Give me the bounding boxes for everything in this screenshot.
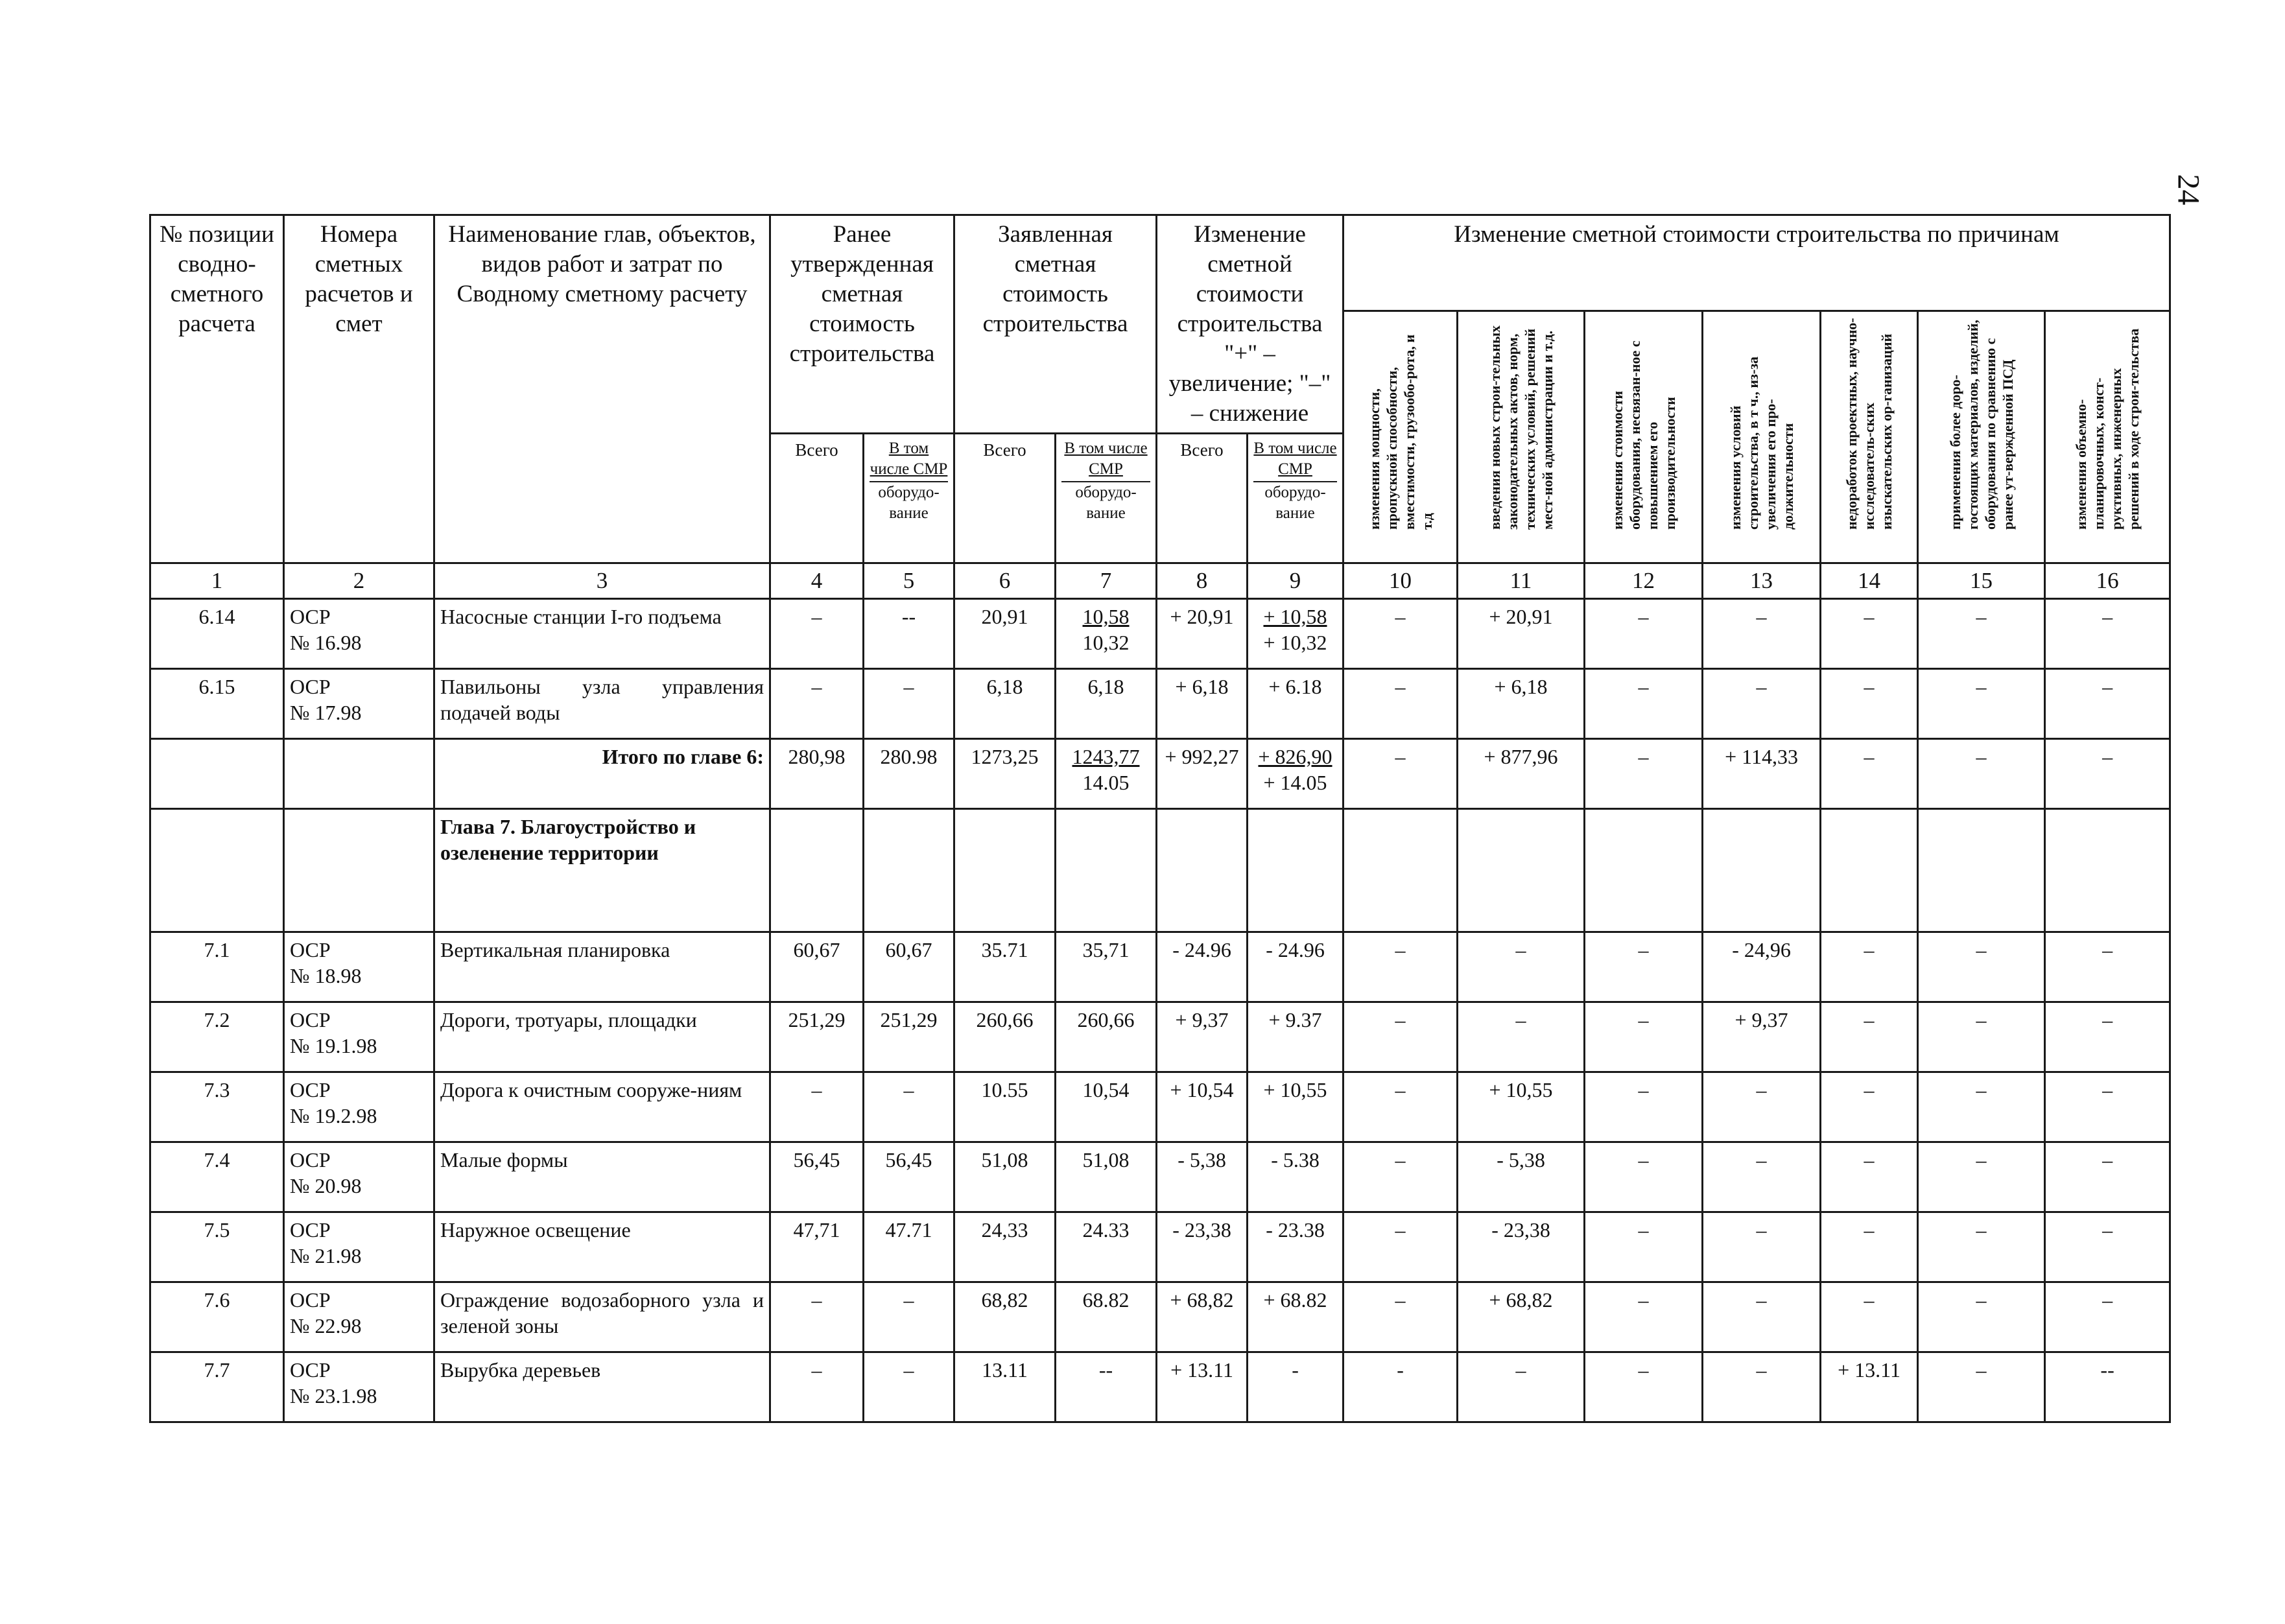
row-name: Итого по главе 6:: [434, 739, 770, 809]
reason-11: введения новых строи-тельных законодательных актов, норм, технических условий, решений мест-ной администрации и т.д.: [1486, 325, 1556, 530]
cell-c16: –: [2045, 599, 2170, 669]
cell-c12: –: [1585, 599, 1703, 669]
cell-c12: –: [1585, 1282, 1703, 1352]
row-name: Малые формы: [434, 1142, 770, 1212]
header-reasons: Изменение сметной стоимости строительства по причинам: [1344, 215, 2170, 311]
reason-11-cell: [1458, 311, 1585, 563]
row-position: 6.14: [150, 599, 284, 669]
cell-c13: –: [1703, 1352, 1821, 1422]
cell-c8: + 68,82: [1157, 1282, 1248, 1352]
cell-c12: –: [1585, 1352, 1703, 1422]
cell-c7: [1056, 932, 1157, 1002]
row-name: Вырубка деревьев: [434, 1352, 770, 1422]
cell-c10: –: [1344, 599, 1458, 669]
cell-c16: –: [2045, 1002, 2170, 1072]
row-code-line2: № 18.98: [290, 964, 362, 987]
cell-c16: –: [2045, 669, 2170, 739]
row-code: [284, 1142, 434, 1212]
cell-c5: –: [864, 1352, 954, 1422]
cell-c6: 13.11: [954, 1352, 1056, 1422]
cell-c7-top: 260,66: [1077, 1008, 1135, 1031]
colnum: 5: [864, 563, 954, 599]
row-code-line1: ОСР: [290, 1218, 331, 1242]
cell-c15: –: [1918, 1352, 2045, 1422]
row-code-line1: ОСР: [290, 675, 331, 698]
row-name: Ограждение водозаборного узла и зеленой зоны: [434, 1282, 770, 1352]
cell-c4: –: [770, 599, 864, 669]
cell-c15: –: [1918, 739, 2045, 809]
reason-15: применения более доро-гостоящих материалов, изделий, оборудования по сравнению с ранее ут-вержденной ПСД: [1947, 320, 2016, 530]
reason-12-cell: [1585, 311, 1703, 563]
header-row-1: [150, 215, 2170, 311]
chapter-7-title: Глава 7. Благоустройство и озеленение территории: [434, 809, 770, 932]
cell-c14: –: [1821, 1002, 1918, 1072]
cell-c12: –: [1585, 932, 1703, 1002]
cell-c11: + 68,82: [1458, 1282, 1585, 1352]
table-row: [150, 1282, 2170, 1352]
cell-c7-top: --: [1098, 1358, 1113, 1382]
cell-c8: + 6,18: [1157, 669, 1248, 739]
cell-c7-top: 6,18: [1087, 675, 1124, 698]
cell-c9-top: - 23.38: [1266, 1218, 1325, 1242]
cell-c5: 47.71: [864, 1212, 954, 1282]
cell-c6: 6,18: [954, 669, 1056, 739]
cell-c8: + 20,91: [1157, 599, 1248, 669]
colnum: 9: [1248, 563, 1344, 599]
cell-c4: –: [770, 1072, 864, 1142]
header-total-6: Всего: [954, 434, 1056, 563]
cell-c7: [1056, 1142, 1157, 1212]
header-codes: Номера сметных расчетов и смет: [284, 215, 434, 563]
colnum: 8: [1157, 563, 1248, 599]
row-code: [284, 932, 434, 1002]
cell-c11: + 20,91: [1458, 599, 1585, 669]
cell-c15: –: [1918, 1142, 2045, 1212]
cell-c11: –: [1458, 1002, 1585, 1072]
row-position: 7.1: [150, 932, 284, 1002]
cell-c7-top: 35,71: [1082, 938, 1130, 961]
cell-c14: –: [1821, 1142, 1918, 1212]
cell-c13: - 24,96: [1703, 932, 1821, 1002]
cell-c12: –: [1585, 739, 1703, 809]
cell-c4: –: [770, 669, 864, 739]
cell-c14: –: [1821, 739, 1918, 809]
cell-c9: [1248, 932, 1344, 1002]
cell-c10: –: [1344, 739, 1458, 809]
cell-c16: –: [2045, 1212, 2170, 1282]
cell-c13: + 114,33: [1703, 739, 1821, 809]
row-position: 6.15: [150, 669, 284, 739]
row-code-line2: № 23.1.98: [290, 1384, 377, 1407]
cell-c5: 251,29: [864, 1002, 954, 1072]
colnum: 12: [1585, 563, 1703, 599]
cell-c4: –: [770, 1282, 864, 1352]
cell-c14: + 13.11: [1821, 1352, 1918, 1422]
cell-c9-top: + 10,58: [1263, 605, 1327, 628]
colnum: 1: [150, 563, 284, 599]
reason-13-cell: [1703, 311, 1821, 563]
cell-c13: –: [1703, 1282, 1821, 1352]
cell-c9-bottom: + 14.05: [1263, 771, 1327, 794]
cell-c8: - 24.96: [1157, 932, 1248, 1002]
cell-c9-top: + 9.37: [1268, 1008, 1322, 1031]
cell-c16: –: [2045, 1072, 2170, 1142]
cell-c16: --: [2045, 1352, 2170, 1422]
cell-c16: –: [2045, 1282, 2170, 1352]
page-number: 24: [2171, 174, 2206, 206]
row-name: Дороги, тротуары, площадки: [434, 1002, 770, 1072]
header-total-8: Всего: [1157, 434, 1248, 563]
reason-10-cell: [1344, 311, 1458, 563]
row-code: [284, 599, 434, 669]
row-position: 7.2: [150, 1002, 284, 1072]
cell-c13: –: [1703, 669, 1821, 739]
cell-c14: –: [1821, 1072, 1918, 1142]
cell-c14: –: [1821, 1282, 1918, 1352]
table-row: [150, 739, 2170, 809]
cell-c7-bottom: 10,32: [1082, 631, 1130, 654]
cell-c8: + 13.11: [1157, 1352, 1248, 1422]
cell-c7-top: 51,08: [1082, 1148, 1130, 1171]
cell-c11: - 23,38: [1458, 1212, 1585, 1282]
row-position: 7.6: [150, 1282, 284, 1352]
header-total-4: Всего: [770, 434, 864, 563]
reason-10: изменения мощности, пропускной способности, вместимости, грузообо-рота, и т.д: [1366, 334, 1435, 530]
row-position: [150, 739, 284, 809]
row-code-line2: № 19.1.98: [290, 1034, 377, 1057]
header-approved: Ранее утвержденная сметная стоимость строительства: [770, 215, 954, 434]
cell-c11: –: [1458, 932, 1585, 1002]
cell-c9-top: - 5.38: [1271, 1148, 1320, 1171]
colnum: 4: [770, 563, 864, 599]
row-code-line1: ОСР: [290, 1078, 331, 1101]
cell-c6: 35.71: [954, 932, 1056, 1002]
reason-12: изменения стоимости оборудования, несвязан-ное с повышением его производительности: [1609, 340, 1678, 530]
cell-c9: [1248, 1282, 1344, 1352]
cell-c13: –: [1703, 599, 1821, 669]
reason-13: изменения условий строительства, в т ч., из-за увеличения его про-должительности: [1727, 356, 1796, 530]
cell-c6: 68,82: [954, 1282, 1056, 1352]
header-change: Изменение сметной стоимости строительства "+" – увеличение; "–" – снижение: [1157, 215, 1344, 434]
row-code-line2: № 16.98: [290, 631, 362, 654]
cell-c14: –: [1821, 932, 1918, 1002]
reason-14: недоработок проектных, научно-исследователь-ских изыскательских ор-ганизаций: [1843, 318, 1895, 530]
cell-c4: 56,45: [770, 1142, 864, 1212]
cell-c7-top: 10,58: [1082, 605, 1130, 628]
cell-c11: + 877,96: [1458, 739, 1585, 809]
cell-c10: –: [1344, 932, 1458, 1002]
cell-c10: –: [1344, 1212, 1458, 1282]
row-code-line1: ОСР: [290, 1288, 331, 1312]
cell-c6: 24,33: [954, 1212, 1056, 1282]
cell-c8: + 9,37: [1157, 1002, 1248, 1072]
cell-c15: –: [1918, 1002, 2045, 1072]
cell-c10: –: [1344, 1002, 1458, 1072]
cell-c15: –: [1918, 1072, 2045, 1142]
table-row: [150, 1002, 2170, 1072]
row-name: Вертикальная планировка: [434, 932, 770, 1002]
cell-c8: - 23,38: [1157, 1212, 1248, 1282]
cell-c6: 20,91: [954, 599, 1056, 669]
cell-c7: [1056, 1352, 1157, 1422]
cell-c11: - 5,38: [1458, 1142, 1585, 1212]
cell-c6: 51,08: [954, 1142, 1056, 1212]
cell-c8: + 10,54: [1157, 1072, 1248, 1142]
cell-c12: –: [1585, 669, 1703, 739]
header-name: Наименование глав, объектов, видов работ и затрат по Сводному сметному расчету: [434, 215, 770, 563]
cell-c13: –: [1703, 1142, 1821, 1212]
cell-c7-top: 10,54: [1082, 1078, 1130, 1101]
cell-c4: –: [770, 1352, 864, 1422]
cell-c11: –: [1458, 1352, 1585, 1422]
cell-c14: –: [1821, 669, 1918, 739]
table-row: [150, 932, 2170, 1002]
colnum: 3: [434, 563, 770, 599]
reason-16-cell: [2045, 311, 2170, 563]
reason-14-cell: [1821, 311, 1918, 563]
cell-c9: [1248, 1212, 1344, 1282]
cell-c4: 251,29: [770, 1002, 864, 1072]
cell-c12: –: [1585, 1072, 1703, 1142]
cell-c10: –: [1344, 669, 1458, 739]
cell-c9: [1248, 599, 1344, 669]
column-number-row: [150, 563, 2170, 599]
cell-c7-top: 24.33: [1082, 1218, 1130, 1242]
cell-c11: + 10,55: [1458, 1072, 1585, 1142]
row-code: [284, 669, 434, 739]
cell-c13: –: [1703, 1072, 1821, 1142]
cell-c12: –: [1585, 1002, 1703, 1072]
table-row: [150, 1212, 2170, 1282]
row-name: Павильоны узла управления подачей воды: [434, 669, 770, 739]
cell-c14: –: [1821, 599, 1918, 669]
row-code: [284, 1352, 434, 1422]
reason-16: изменения объемно-планировочных, конст-руктивных, инженерных решений в ходе строи-тельства: [2073, 328, 2142, 530]
cell-c7-top: 68.82: [1082, 1288, 1130, 1312]
cell-c9-bottom: + 10,32: [1263, 631, 1327, 654]
row-position: 7.7: [150, 1352, 284, 1422]
reason-15-cell: [1918, 311, 2045, 563]
cell-c15: –: [1918, 1212, 2045, 1282]
cell-c5: 280.98: [864, 739, 954, 809]
cell-c12: –: [1585, 1142, 1703, 1212]
cell-c7: [1056, 669, 1157, 739]
cell-c7: [1056, 1282, 1157, 1352]
chapter-row: [150, 809, 2170, 932]
cell-c6: 1273,25: [954, 739, 1056, 809]
row-position: 7.5: [150, 1212, 284, 1282]
estimate-change-table: [149, 214, 2171, 1423]
row-code-line1: ОСР: [290, 1148, 331, 1171]
cell-c9: [1248, 1072, 1344, 1142]
cell-c16: –: [2045, 739, 2170, 809]
cell-c5: –: [864, 1072, 954, 1142]
row-code-line1: ОСР: [290, 938, 331, 961]
cell-c4: 280,98: [770, 739, 864, 809]
row-name: Насосные станции I-го подъема: [434, 599, 770, 669]
header-pos: № позиции сводно-сметного расчета: [150, 215, 284, 563]
cell-c13: –: [1703, 1212, 1821, 1282]
cell-c7: [1056, 599, 1157, 669]
cell-c15: –: [1918, 599, 2045, 669]
cell-c9-top: - 24.96: [1266, 938, 1325, 961]
header-declared: Заявленная сметная стоимость строительства: [954, 215, 1157, 434]
header-incl-5: В том числе СМР оборудо-вание: [864, 434, 954, 563]
cell-c10: -: [1344, 1352, 1458, 1422]
colnum: 11: [1458, 563, 1585, 599]
cell-c5: –: [864, 1282, 954, 1352]
cell-c9-top: + 826,90: [1258, 745, 1332, 768]
cell-c9: [1248, 1002, 1344, 1072]
cell-c12: –: [1585, 1212, 1703, 1282]
cell-c7-bottom: 14.05: [1082, 771, 1130, 794]
row-code: [284, 1072, 434, 1142]
colnum: 13: [1703, 563, 1821, 599]
row-code: [284, 1282, 434, 1352]
table-row: [150, 599, 2170, 669]
colnum: 15: [1918, 563, 2045, 599]
cell-c8: + 992,27: [1157, 739, 1248, 809]
table-row: [150, 669, 2170, 739]
row-code: [284, 739, 434, 809]
table-row: [150, 1352, 2170, 1422]
cell-c13: + 9,37: [1703, 1002, 1821, 1072]
cell-c6: 260,66: [954, 1002, 1056, 1072]
cell-c4: 47,71: [770, 1212, 864, 1282]
colnum: 14: [1821, 563, 1918, 599]
cell-c10: –: [1344, 1282, 1458, 1352]
cell-c9: [1248, 1352, 1344, 1422]
cell-c15: –: [1918, 1282, 2045, 1352]
cell-c9: [1248, 1142, 1344, 1212]
cell-c11: + 6,18: [1458, 669, 1585, 739]
row-code-line1: ОСР: [290, 605, 331, 628]
cell-c9-top: + 68.82: [1263, 1288, 1327, 1312]
cell-c10: –: [1344, 1072, 1458, 1142]
row-code: [284, 1212, 434, 1282]
row-name: Наружное освещение: [434, 1212, 770, 1282]
cell-c15: –: [1918, 932, 2045, 1002]
row-name: Дорога к очистным сооруже-ниям: [434, 1072, 770, 1142]
cell-c7: [1056, 1212, 1157, 1282]
cell-c6: 10.55: [954, 1072, 1056, 1142]
cell-c7: [1056, 739, 1157, 809]
row-code-line2: № 17.98: [290, 701, 362, 724]
cell-c7: [1056, 1072, 1157, 1142]
colnum: 2: [284, 563, 434, 599]
cell-c14: –: [1821, 1212, 1918, 1282]
colnum: 10: [1344, 563, 1458, 599]
row-position: 7.3: [150, 1072, 284, 1142]
cell-c8: - 5,38: [1157, 1142, 1248, 1212]
header-incl-7: В том числе СМР оборудо-вание: [1056, 434, 1157, 563]
cell-c5: 60,67: [864, 932, 954, 1002]
cell-c4: 60,67: [770, 932, 864, 1002]
colnum: 6: [954, 563, 1056, 599]
cell-c9-top: -: [1292, 1358, 1299, 1382]
cell-c9-top: + 10,55: [1263, 1078, 1327, 1101]
cell-c9: [1248, 739, 1344, 809]
colnum: 16: [2045, 563, 2170, 599]
colnum: 7: [1056, 563, 1157, 599]
cell-c9-top: + 6.18: [1268, 675, 1322, 698]
row-code-line2: № 20.98: [290, 1174, 362, 1197]
row-code-line1: ОСР: [290, 1008, 331, 1031]
cell-c16: –: [2045, 1142, 2170, 1212]
cell-c9: [1248, 669, 1344, 739]
row-position: 7.4: [150, 1142, 284, 1212]
cell-c5: –: [864, 669, 954, 739]
cell-c7-top: 1243,77: [1072, 745, 1140, 768]
table-row: [150, 1142, 2170, 1212]
row-code: [284, 1002, 434, 1072]
row-code-line2: № 21.98: [290, 1244, 362, 1267]
cell-c15: –: [1918, 669, 2045, 739]
cell-c10: –: [1344, 1142, 1458, 1212]
table-row: [150, 1072, 2170, 1142]
header-incl-9: В том числе СМР оборудо-вание: [1248, 434, 1344, 563]
cell-c5: 56,45: [864, 1142, 954, 1212]
row-code-line2: № 22.98: [290, 1314, 362, 1337]
row-code-line2: № 19.2.98: [290, 1104, 377, 1127]
row-code-line1: ОСР: [290, 1358, 331, 1382]
cell-c5: --: [864, 599, 954, 669]
cell-c7: [1056, 1002, 1157, 1072]
cell-c16: –: [2045, 932, 2170, 1002]
